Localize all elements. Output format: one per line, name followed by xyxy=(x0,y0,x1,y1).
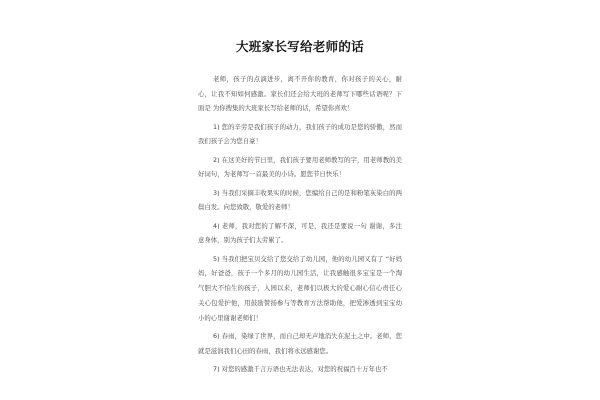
document-title: 大班家长写给老师的话 xyxy=(235,39,364,54)
paragraph-6: 6) 春雨，染绿了世界，而自己却无声地消失在泥土之中。老师，您就是滋润我们心田的春雨，我们将永远感谢您。 xyxy=(198,331,402,355)
paragraph-5: 5) 当我们把宝贝交给了您交给了幼儿园，他的幼儿园又有了 “好妈妈，好爸爸，孩子一个多月的幼儿园生活，让我感触很多宝宝是一个淘气胆大不怕生的孩子，入园以来，老师们以极大的爱心耐心信心责任心关心包爱护他，用鼓励赞扬参与等教育方法帮助他，把爱渗透到宝宝幼小的心里谢谢老师们！ xyxy=(198,254,402,322)
paragraph-2: 2) 在这美好的节日里，我们孩子要用老师教写的字，用老师教的美好词句，为老师写一首最美的小诗。愿您节日快乐！ xyxy=(198,155,402,179)
paragraph-4: 4) 老师，我对您的了解不深，可是，我还是要说一句 谢谢，多注意身体，别为孩子们太劳累了。 xyxy=(198,221,402,245)
paragraph-7: 7) 对您的感激千言万语也无法表达，对您的祝福百十万年也不 xyxy=(213,364,388,373)
document-body xyxy=(198,72,402,380)
paragraph-intro: 老师，孩子的点滴进步，离不开你的教育，你对孩子的关心，耐心，让我不知如何感激。家长们还会给大班的老师写下哪些话语呢？下面是 为你搜集的大班家长写给老师的话，希望你喜欢！ xyxy=(198,75,402,113)
paragraph-3: 3) 当我们采摘丰收果实的时候，您编给自己的是和粉笔灰染白的两鬓白发。向您致敬，敬爱的老师！ xyxy=(198,188,402,212)
paragraph-1: 1) 您的辛劳是我们孩子的动力，我们孩子的成功是您的骄傲，然而我们孩子会为您自豪！ xyxy=(198,122,402,146)
